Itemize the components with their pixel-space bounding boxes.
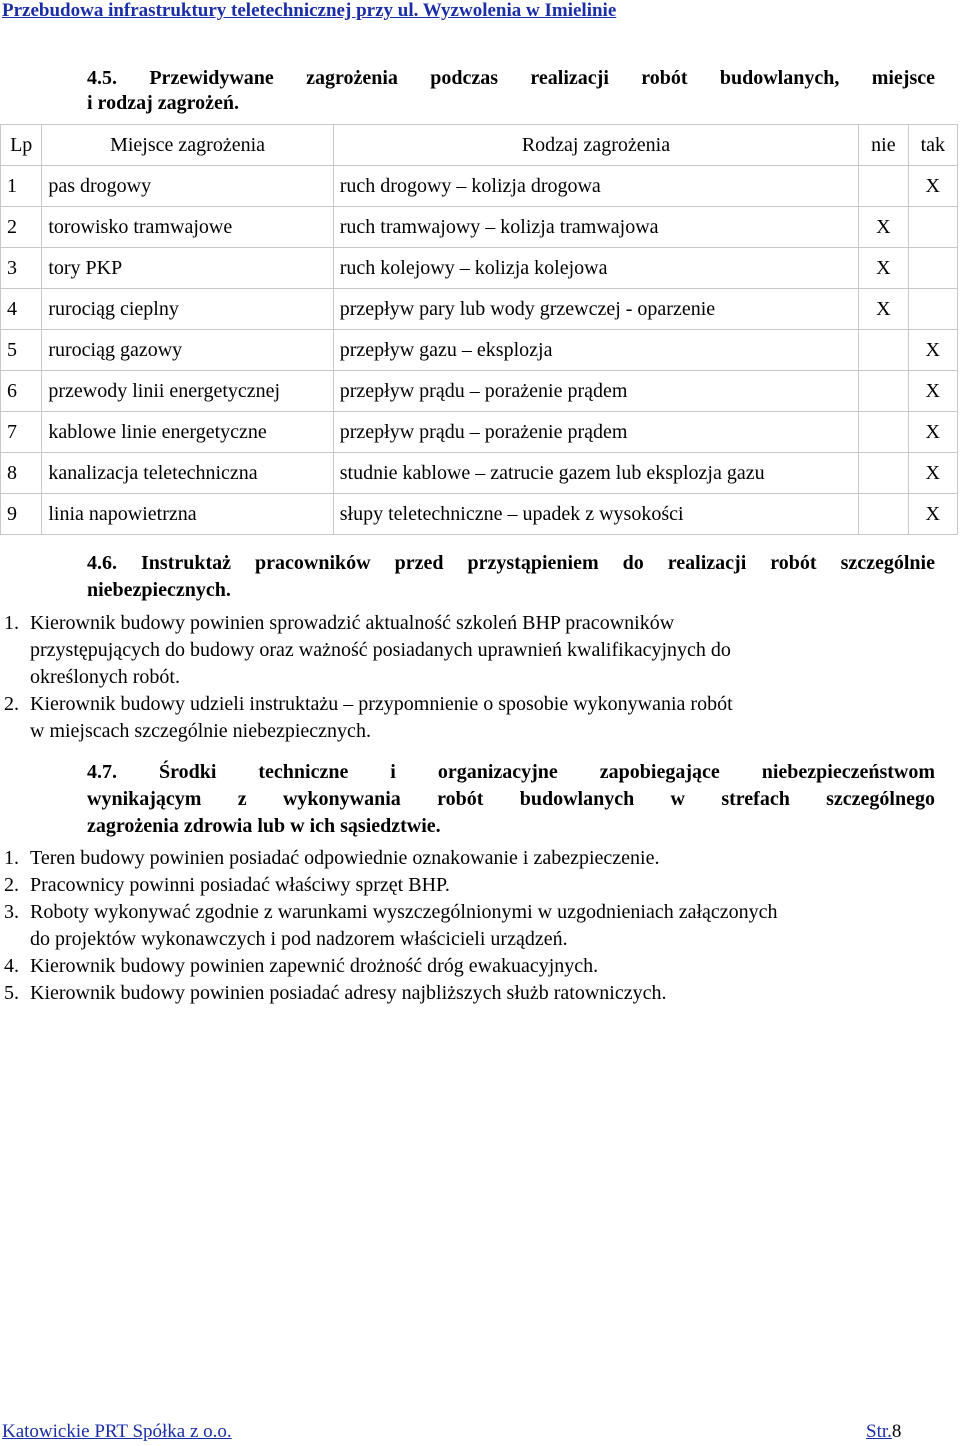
cell-nie: [859, 494, 908, 535]
cell-lp: 2: [1, 207, 42, 248]
cell-nie: [859, 453, 908, 494]
cell-rodzaj: przepływ prądu – porażenie prądem: [333, 412, 858, 453]
footer-page-label: Str.: [866, 1421, 892, 1442]
list-item-line: Roboty wykonywać zgodnie z warunkami wyszczególnionymi w uzgodnieniach załączonych: [30, 901, 778, 923]
cell-lp: 3: [1, 248, 42, 289]
cell-rodzaj: słupy teletechniczne – upadek z wysokości: [333, 494, 858, 535]
table-row: [1, 494, 958, 535]
cell-rodzaj: ruch drogowy – kolizja drogowa: [333, 166, 858, 207]
cell-tak: [908, 248, 957, 289]
list-item-line: określonych robót.: [30, 666, 180, 688]
list-item-line: Kierownik budowy powinien sprowadzić aktualność szkoleń BHP pracowników: [30, 612, 675, 634]
cell-tak: X: [908, 371, 957, 412]
cell-miejsce: linia napowietrzna: [42, 494, 333, 535]
section-4-7-title-line2: wynikającym z wykonywania robót budowlanych w strefach szczególnego: [87, 788, 935, 810]
cell-lp: 4: [1, 289, 42, 330]
cell-miejsce: torowisko tramwajowe: [42, 207, 333, 248]
cell-lp: 6: [1, 371, 42, 412]
cell-miejsce: tory PKP: [42, 248, 333, 289]
section-4-6-title: [87, 550, 935, 604]
list-item: [4, 691, 904, 745]
list-item-line: Kierownik budowy udzieli instruktażu – przypomnienie o sposobie wykonywania robót: [30, 693, 733, 715]
list-item-line: do projektów wykonawczych i pod nadzorem właścicieli urządzeń.: [30, 928, 568, 950]
section-4-7-title-line3: zagrożenia zdrowia lub w ich sąsiedztwie.: [87, 815, 441, 837]
section-4-6-title-line2: niebezpiecznych.: [87, 579, 231, 601]
table-row: [1, 166, 958, 207]
cell-nie: [859, 330, 908, 371]
list-item-line: Kierownik budowy powinien zapewnić drożność dróg ewakuacyjnych.: [30, 955, 599, 977]
section-4-5-title-line2: i rodzaj zagrożeń.: [87, 92, 240, 114]
cell-miejsce: kablowe linie energetyczne: [42, 412, 333, 453]
cell-nie: X: [859, 289, 908, 330]
table-row: [1, 453, 958, 494]
section-4-6-list: [4, 610, 904, 745]
list-item: [4, 953, 904, 980]
list-item: [4, 845, 904, 872]
section-4-6-title-line1: 4.6. Instruktaż pracowników przed przystąpieniem do realizacji robót szczególnie: [87, 552, 935, 574]
cell-lp: 5: [1, 330, 42, 371]
list-item-number: 5.: [4, 982, 19, 1004]
cell-lp: 1: [1, 166, 42, 207]
cell-rodzaj: przepływ prądu – porażenie prądem: [333, 371, 858, 412]
cell-tak: X: [908, 330, 957, 371]
cell-rodzaj: ruch tramwajowy – kolizja tramwajowa: [333, 207, 858, 248]
document-header-title: Przebudowa infrastruktury teletechnicznej przy ul. Wyzwolenia w Imielinie: [2, 0, 617, 21]
list-item-number: 1.: [4, 847, 19, 869]
table-header-row: [1, 125, 958, 166]
cell-nie: [859, 166, 908, 207]
cell-rodzaj: przepływ gazu – eksplozja: [333, 330, 858, 371]
cell-tak: [908, 207, 957, 248]
section-4-7-title: [87, 759, 935, 840]
list-item: [4, 872, 904, 899]
table-row: [1, 289, 958, 330]
list-item-line: Teren budowy powinien posiadać odpowiednie oznakowanie i zabezpieczenie.: [30, 847, 660, 869]
section-4-5-title-line1: 4.5. Przewidywane zagrożenia podczas realizacji robót budowlanych, miejsce: [87, 67, 935, 89]
cell-tak: X: [908, 453, 957, 494]
section-4-7-list: [4, 845, 904, 1007]
col-header-tak: tak: [908, 125, 957, 166]
table-row: [1, 371, 958, 412]
list-item: [4, 980, 904, 1007]
cell-tak: X: [908, 412, 957, 453]
cell-rodzaj: studnie kablowe – zatrucie gazem lub eksplozja gazu: [333, 453, 858, 494]
table-row: [1, 330, 958, 371]
col-header-rodzaj: Rodzaj zagrożenia: [333, 125, 858, 166]
list-item-line: Pracownicy powinni posiadać właściwy sprzęt BHP.: [30, 874, 450, 896]
col-header-lp: Lp: [1, 125, 42, 166]
list-item-number: 4.: [4, 955, 19, 977]
cell-lp: 8: [1, 453, 42, 494]
cell-miejsce: kanalizacja teletechniczna: [42, 453, 333, 494]
list-item-line: w miejscach szczególnie niebezpiecznych.: [30, 720, 371, 742]
cell-tak: X: [908, 166, 957, 207]
footer-page: [866, 1421, 901, 1443]
list-item-line: przystępujących do budowy oraz ważność posiadanych uprawnień kwalifikacyjnych do: [30, 639, 731, 661]
cell-lp: 9: [1, 494, 42, 535]
cell-miejsce: przewody linii energetycznej: [42, 371, 333, 412]
list-item: [4, 899, 904, 953]
cell-lp: 7: [1, 412, 42, 453]
cell-tak: [908, 289, 957, 330]
cell-miejsce: rurociąg gazowy: [42, 330, 333, 371]
list-item: [4, 610, 904, 691]
cell-rodzaj: ruch kolejowy – kolizja kolejowa: [333, 248, 858, 289]
hazards-table: [0, 124, 958, 535]
list-item-line: Kierownik budowy powinien posiadać adresy najbliższych służb ratowniczych.: [30, 982, 667, 1004]
cell-nie: [859, 412, 908, 453]
cell-tak: X: [908, 494, 957, 535]
cell-nie: X: [859, 207, 908, 248]
footer-page-number: 8: [891, 1421, 902, 1442]
footer-company: Katowickie PRT Spółka z o.o.: [2, 1421, 232, 1442]
cell-miejsce: pas drogowy: [42, 166, 333, 207]
cell-nie: [859, 371, 908, 412]
list-item-number: 3.: [4, 901, 19, 923]
col-header-miejsce: Miejsce zagrożenia: [42, 125, 333, 166]
list-item-number: 2.: [4, 693, 19, 715]
table-row: [1, 412, 958, 453]
list-item-number: 2.: [4, 874, 19, 896]
cell-rodzaj: przepływ pary lub wody grzewczej - oparzenie: [333, 289, 858, 330]
table-row: [1, 248, 958, 289]
col-header-nie: nie: [859, 125, 908, 166]
cell-nie: X: [859, 248, 908, 289]
table-row: [1, 207, 958, 248]
section-4-7-title-line1: 4.7. Środki techniczne i organizacyjne zapobiegające niebezpieczeństwom: [87, 761, 935, 783]
cell-miejsce: rurociąg cieplny: [42, 289, 333, 330]
list-item-number: 1.: [4, 612, 19, 634]
